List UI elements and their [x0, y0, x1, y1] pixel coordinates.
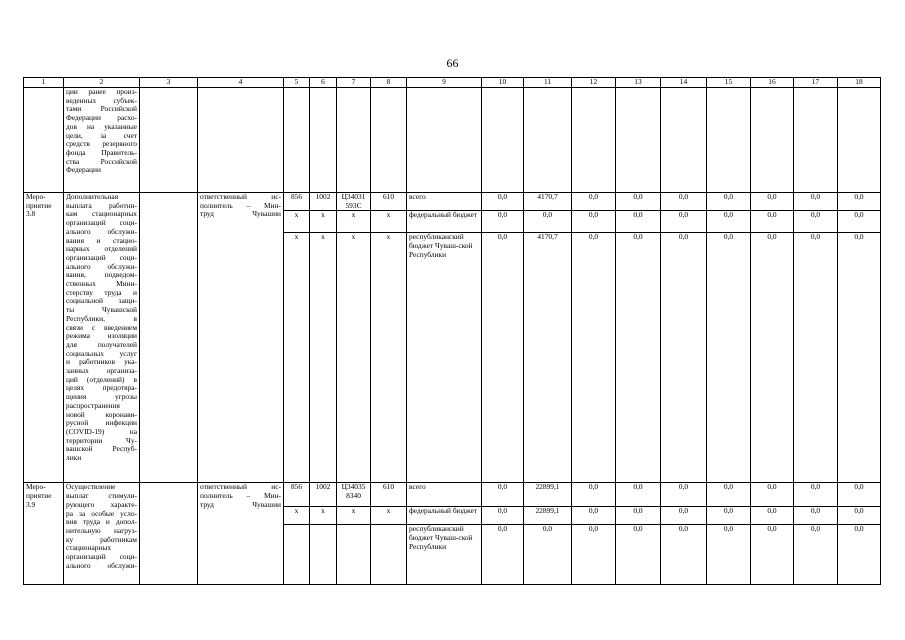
continuation-text-line: ции ранее произ-: [66, 87, 137, 96]
event-label: Меро-приятие 3.9: [24, 483, 64, 585]
continuation-text-line: Федерации расхо-: [66, 113, 137, 123]
cell-c14: 0,0: [661, 193, 707, 211]
cell-c13: 0,0: [616, 525, 661, 585]
continuation-text: [64, 88, 140, 193]
cell-c8: [371, 525, 407, 585]
cell-c13: 0,0: [616, 193, 661, 211]
column-number-2: 2: [64, 78, 140, 88]
cell-c7: [337, 525, 371, 585]
column-number-18: 18: [838, 78, 881, 88]
column-number-10: 10: [482, 78, 524, 88]
cell-c8: x: [371, 233, 407, 483]
cell-c7: x: [337, 507, 371, 525]
column-number-17: 17: [794, 78, 838, 88]
event-description-line: ального обслужи-: [66, 261, 137, 271]
continuation-text-line: ства Российской: [66, 156, 137, 166]
continuation-text-line: Федерации: [66, 165, 101, 175]
event-description-line: социальных услуг: [66, 348, 137, 358]
event-description-line: выплата работни-: [66, 200, 137, 210]
cell-c17: 0,0: [794, 483, 838, 507]
cell-c7: Ц34035 8340: [337, 483, 371, 507]
cell-c7: x: [337, 211, 371, 233]
event-description-line: организаций соци-: [66, 218, 137, 228]
event-row: [24, 483, 881, 507]
event-executor-line: труд Чувашии: [200, 209, 281, 219]
event-description-line: кам стационарных: [66, 209, 137, 219]
cell-c13: 0,0: [616, 483, 661, 507]
cell-c5: 856: [284, 483, 310, 507]
cell-c14: 0,0: [661, 525, 707, 585]
cell-c12: 0,0: [572, 525, 616, 585]
continuation-text-line: веденных субъек-: [66, 95, 137, 105]
cell-c6: [310, 525, 337, 585]
funding-source: республиканский бюджет Чуваш-ской Республики: [407, 525, 482, 585]
event-description-line: организаций соци-: [66, 252, 137, 262]
column-number-12: 12: [572, 78, 616, 88]
event-description-line: Республики, в: [66, 313, 137, 323]
event-description-line: и работников ука-: [66, 357, 137, 367]
cell-c8: 610: [371, 193, 407, 211]
continuation-text-line: дов на указанные: [66, 121, 137, 131]
column-number-4: 4: [198, 78, 284, 88]
column-number-8: 8: [371, 78, 407, 88]
event-description: [64, 483, 140, 585]
cell-c10: 0,0: [482, 211, 524, 233]
event-description-line: нарных отделений: [66, 244, 137, 254]
cell-c18: 0,0: [838, 525, 881, 585]
cell-c5: x: [284, 211, 310, 233]
cell-c16: 0,0: [751, 211, 794, 233]
cell-c6: 1002: [310, 483, 337, 507]
event-description-line: стерству труда и: [66, 287, 137, 297]
event-description-line: новой коронави-: [66, 409, 137, 419]
event-description-line: (COVID-19) на: [66, 426, 137, 436]
cell-c17: 0,0: [794, 507, 838, 525]
cell-c18: 0,0: [838, 233, 881, 483]
cell-c16: 0,0: [751, 193, 794, 211]
event-description-line: выплат стимули-: [66, 491, 137, 501]
cell-c7: x: [337, 233, 371, 483]
cell-c18: 0,0: [838, 211, 881, 233]
funding-source: федеральный бюджет: [407, 507, 482, 525]
cell-c17: 0,0: [794, 525, 838, 585]
cell-c8: x: [371, 211, 407, 233]
cell-c17: 0,0: [794, 211, 838, 233]
cell-c15: 0,0: [707, 507, 751, 525]
event-description-line: ра за особые усло-: [66, 508, 137, 518]
cell-c10: 0,0: [482, 525, 524, 585]
budget-table: [23, 77, 881, 585]
column-number-13: 13: [616, 78, 661, 88]
cell-c13: 0,0: [616, 233, 661, 483]
cell-c12: 0,0: [572, 507, 616, 525]
event-description-line: занных организа-: [66, 366, 137, 376]
cell-c11: 4170,7: [524, 233, 572, 483]
column-number-3: 3: [140, 78, 198, 88]
cell-c15: 0,0: [707, 233, 751, 483]
cell-c14: 0,0: [661, 211, 707, 233]
event-col3: [140, 483, 198, 585]
event-description-line: ального обслужи-: [66, 560, 137, 570]
cell-c14: 0,0: [661, 483, 707, 507]
cell-c5: x: [284, 507, 310, 525]
event-executor: [198, 193, 284, 483]
continuation-text-line: фонда Правитель-: [66, 147, 137, 157]
funding-source: всего: [407, 483, 482, 507]
cell-c17: 0,0: [794, 193, 838, 211]
event-description-line: ственных Мини-: [66, 279, 137, 289]
cell-c11: 22899,1: [524, 483, 572, 507]
event-executor: [198, 483, 284, 585]
column-number-1: 1: [24, 78, 64, 88]
cell-c16: 0,0: [751, 525, 794, 585]
cell-c5: [284, 525, 310, 585]
continuation-text-line: тами Российской: [66, 104, 137, 114]
event-description-line: распространения: [66, 400, 120, 410]
event-label: Меро-приятие 3.8: [24, 193, 64, 483]
event-description-line: русной инфекции: [66, 418, 137, 428]
column-number-5: 5: [284, 78, 310, 88]
funding-source: республиканский бюджет Чуваш-ской Республики: [407, 233, 482, 483]
event-description-line: ты Чувашской: [66, 305, 137, 315]
event-description-line: целях предотвра-: [66, 383, 137, 393]
event-description-line: нительную нагруз-: [66, 525, 137, 535]
cell-c11: 0,0: [524, 211, 572, 233]
cell-c8: 610: [371, 483, 407, 507]
column-number-16: 16: [751, 78, 794, 88]
cell-c8: x: [371, 507, 407, 525]
event-executor-line: ответственный ис-: [200, 482, 281, 492]
event-description-line: для получателей: [66, 339, 137, 349]
cell-c11: 0,0: [524, 525, 572, 585]
event-description-line: связи с введением: [66, 322, 137, 332]
event-description-line: ального обслужи-: [66, 226, 137, 236]
event-description-line: щения угрозы: [66, 392, 137, 402]
cell-c12: 0,0: [572, 483, 616, 507]
event-col3: [140, 193, 198, 483]
event-description-line: стационарных: [66, 543, 112, 553]
event-description-line: рующего характе-: [66, 499, 137, 509]
cell-c15: 0,0: [707, 193, 751, 211]
column-number-14: 14: [661, 78, 707, 88]
column-number-7: 7: [337, 78, 371, 88]
column-number-6: 6: [310, 78, 337, 88]
cell-c12: 0,0: [572, 193, 616, 211]
event-description-line: организаций соци-: [66, 552, 137, 562]
event-executor-line: полнитель – Мин-: [200, 200, 281, 210]
event-row: [24, 193, 881, 211]
cell-c6: x: [310, 211, 337, 233]
cell-c17: 0,0: [794, 233, 838, 483]
cell-c14: 0,0: [661, 233, 707, 483]
cell-c6: x: [310, 233, 337, 483]
event-executor-line: труд Чувашии: [200, 499, 281, 509]
event-executor-line: ответственный ис-: [200, 192, 281, 201]
column-number-9: 9: [407, 78, 482, 88]
cell-c11: 4170,7: [524, 193, 572, 211]
continuation-text-line: средств резервного: [66, 139, 137, 149]
cell-c18: 0,0: [838, 507, 881, 525]
cell-c5: 856: [284, 193, 310, 211]
continuation-row: [24, 88, 881, 193]
cell-c6: x: [310, 507, 337, 525]
event-description-line: лики: [66, 453, 82, 463]
event-description: [64, 193, 140, 483]
event-executor-line: полнитель – Мин-: [200, 491, 281, 501]
cell-c14: 0,0: [661, 507, 707, 525]
cell-c18: 0,0: [838, 193, 881, 211]
page-number: 66: [446, 56, 459, 70]
event-description-line: вания и стацио-: [66, 235, 137, 245]
cell-c7: Ц34031 593С: [337, 193, 371, 211]
cell-c10: 0,0: [482, 483, 524, 507]
event-description-line: социальной защи-: [66, 296, 137, 306]
cell-c11: 22899,1: [524, 507, 572, 525]
cell-c10: 0,0: [482, 193, 524, 211]
event-description-line: ку работникам: [66, 534, 137, 544]
column-number-row: [24, 78, 881, 88]
funding-source: федеральный бюджет: [407, 211, 482, 233]
event-description-line: вашской Респуб-: [66, 444, 137, 454]
cell-c5: x: [284, 233, 310, 483]
event-description-line: Дополнительная: [66, 192, 119, 201]
cell-c18: 0,0: [838, 483, 881, 507]
funding-source: всего: [407, 193, 482, 211]
cont-cell-1: [24, 88, 64, 193]
column-number-15: 15: [707, 78, 751, 88]
event-description-line: ций (отделений) в: [66, 374, 137, 384]
event-description-line: территории Чу-: [66, 435, 137, 445]
cell-c15: 0,0: [707, 525, 751, 585]
cell-c6: 1002: [310, 193, 337, 211]
event-description-line: режима изоляции: [66, 331, 137, 341]
cell-c13: 0,0: [616, 507, 661, 525]
continuation-text-line: цели, за счет: [66, 130, 137, 140]
event-description-line: вия труда и допол-: [66, 517, 137, 527]
cell-c12: 0,0: [572, 211, 616, 233]
cell-c15: 0,0: [707, 211, 751, 233]
cell-c12: 0,0: [572, 233, 616, 483]
cell-c13: 0,0: [616, 211, 661, 233]
column-number-11: 11: [524, 78, 572, 88]
cell-c15: 0,0: [707, 483, 751, 507]
cell-c16: 0,0: [751, 507, 794, 525]
event-description-line: вания, подведом-: [66, 270, 137, 280]
cell-c16: 0,0: [751, 483, 794, 507]
cell-c16: 0,0: [751, 233, 794, 483]
cell-c10: 0,0: [482, 507, 524, 525]
event-description-line: Осуществление: [66, 482, 116, 492]
cell-c10: 0,0: [482, 233, 524, 483]
